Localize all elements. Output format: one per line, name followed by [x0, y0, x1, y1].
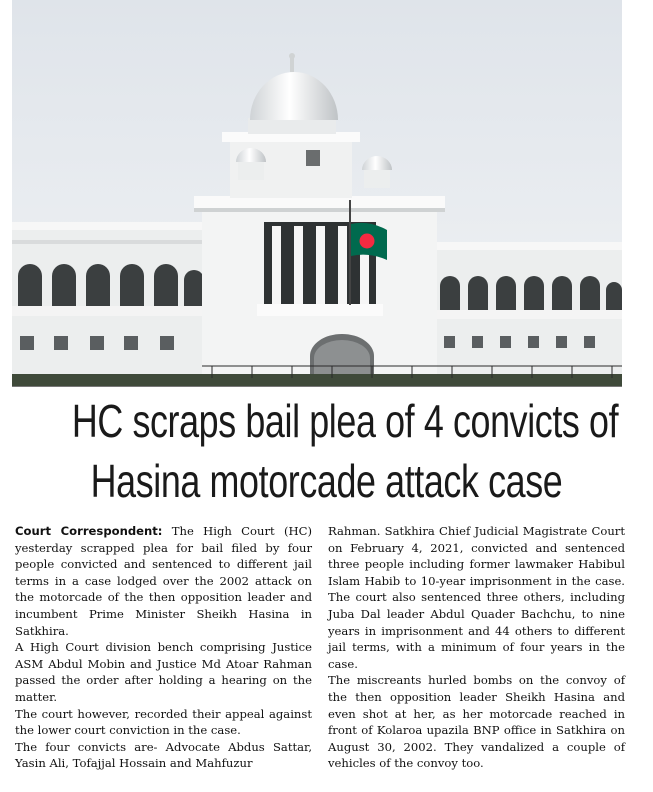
headline-line-1: HC scraps bail plea of 4 convicts of — [71, 395, 619, 447]
article-column-left — [15, 523, 312, 772]
high-court-photo — [12, 0, 622, 387]
high-court-building-illustration — [12, 0, 622, 386]
article-paragraph: The miscreants hurled bombs on the convoy of the then opposition leader Sheikh Hasina and even shot at her, as her motorcade reached in front of Kolaroa upazila BNP office in Satkhira on August 30, 2002. They vandalized a couple of vehicles of the convoy too. — [328, 673, 625, 771]
central-block — [194, 196, 445, 376]
left-wing — [12, 222, 207, 376]
article-body — [15, 523, 625, 772]
article-paragraph: Rahman. Satkhira Chief Judicial Magistrate Court on February 4, 2021, convicted and sentenced three people including former lawmaker Habibul Islam Habib to 10-year imprisonment in the case. The court also sentenced three others, including Juba Dal leader Abdul Quader Bachchu, to nine years in imprisonment and 44 others to different jail terms, with a minimum of four years in the case. — [328, 524, 625, 671]
article-column-right — [328, 523, 625, 772]
article-paragraph: A High Court division bench comprising Justice ASM Abdul Mobin and Justice Md Atoar Rahman passed the order after holding a hearing on the matter. — [15, 640, 312, 704]
article-paragraph: The court however, recorded their appeal against the lower court conviction in the case. — [15, 706, 312, 738]
byline: Court Correspondent: — [15, 524, 163, 538]
article-paragraph: The four convicts are- Advocate Abdus Sattar, Yasin Ali, Tofajjal Hossain and Mahfuzur — [15, 739, 312, 771]
right-wing — [432, 242, 622, 376]
article-paragraph: Court Correspondent: The High Court (HC) yesterday scrapped plea for bail filed by four people convicted and sentenced to different jail terms in a case lodged over the 2002 attack on the motorcade of the then opposition leader and incumbent Prime Minister Sheikh Hasina in Satkhira. — [15, 524, 312, 638]
headline-line-2: Hasina motorcade attack case — [90, 455, 563, 507]
